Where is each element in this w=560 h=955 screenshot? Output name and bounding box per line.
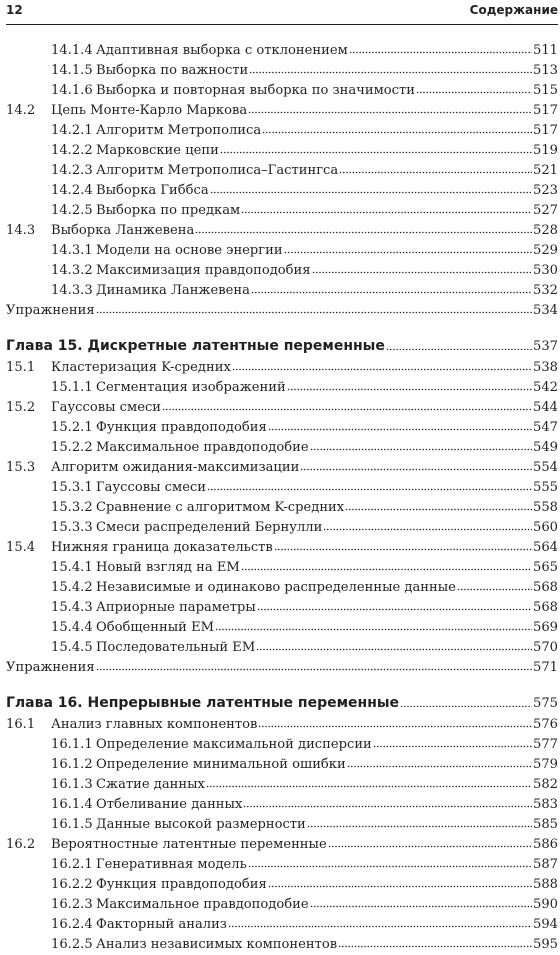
entry-page: 521 [533,163,558,178]
entry-number: 16.2.1 [51,857,93,872]
entry-page: 554 [533,460,558,475]
entry-number: 14.3 [6,223,36,238]
entry-page: 590 [533,897,558,912]
entry-number: 14.1.6 [51,83,93,98]
entry-title: Отбеливание данных [96,797,243,812]
toc-subsection[interactable] [6,735,558,755]
entry-title: Смеси распределений Бернулли [96,520,323,535]
entry-number: 16.1.1 [51,737,93,752]
dot-leader [284,243,532,254]
entry-number: 14.2.1 [51,123,93,138]
entry-page: 528 [533,223,558,238]
entry-number: 14.2.4 [51,183,93,198]
entry-title: Сравнение с алгоритмом K-средних [96,500,345,515]
entry-title: Кластеризация K-средних [51,360,231,375]
toc-subsection[interactable] [6,558,558,578]
dot-leader [349,43,532,54]
table-of-contents [6,41,558,955]
toc-subsection[interactable] [6,281,558,301]
entry-number: 15.4.2 [51,580,93,595]
entry-title: Априорные параметры [96,600,256,615]
toc-section[interactable] [6,101,558,121]
entry-number: 14.2.3 [51,163,93,178]
dot-leader [323,520,532,531]
toc-chapter[interactable] [6,691,558,715]
toc-subsection[interactable] [6,498,558,518]
entry-page: 527 [533,203,558,218]
entry-number: 16.2.3 [51,897,93,912]
entry-title: Выборка по важности [96,63,249,78]
entry-title: Выборка Гиббса [96,183,209,198]
entry-page: 575 [533,696,558,711]
entry-page: 547 [533,420,558,435]
entry-title: Цепь Монте-Карло Маркова [51,103,248,118]
entry-page: 565 [533,560,558,575]
dot-leader [268,420,532,431]
dot-leader [241,560,532,571]
toc-subsection[interactable] [6,181,558,201]
entry-number: 14.2 [6,103,36,118]
entry-title: Независимые и одинаково распределенные данные [96,580,456,595]
dot-leader [338,937,532,948]
entry-page: 586 [533,837,558,852]
entry-number: 14.1.4 [51,43,93,58]
entry-title: Генеративная модель [96,857,247,872]
entry-number: 15.3 [6,460,36,475]
toc-subsection[interactable] [6,935,558,955]
entry-page: 529 [533,243,558,258]
dot-leader [220,143,532,154]
entry-page: 594 [533,917,558,932]
toc-section[interactable] [6,221,558,241]
entry-number: 16.2.2 [51,877,93,892]
chapter-spacer [6,321,558,334]
dot-leader [457,580,532,591]
entry-title: Анализ главных компонентов [51,717,258,732]
toc-subsection[interactable] [6,81,558,101]
entry-number: 16.2 [6,837,36,852]
toc-subsection[interactable] [6,261,558,281]
entry-title: Последовательный EM [96,640,256,655]
entry-page: 555 [533,480,558,495]
entry-title: Обобщенный EM [96,620,215,635]
entry-title: Гауссовы смеси [51,400,162,415]
entry-number: 14.3.2 [51,263,93,278]
entry-page: 568 [533,580,558,595]
toc-subsection[interactable] [6,895,558,915]
entry-number: 15.4.3 [51,600,93,615]
entry-page: 513 [533,63,558,78]
dot-leader [287,380,532,391]
dot-leader [249,63,532,74]
entry-page: 571 [533,660,558,675]
entry-number: 15.3.3 [51,520,93,535]
entry-title: Факторный анализ [96,917,227,932]
entry-number: 15.1.1 [51,380,93,395]
dot-leader [241,203,532,214]
dot-leader [328,837,532,848]
dot-leader [232,360,532,371]
entry-title: Максимизация правдоподобия [96,263,311,278]
entry-page: 583 [533,797,558,812]
dot-leader [257,600,532,611]
entry-page: 588 [533,877,558,892]
toc-subsection[interactable] [6,618,558,638]
entry-page: 564 [533,540,558,555]
entry-number: 15.1 [6,360,36,375]
entry-page: 585 [533,817,558,832]
entry-number: 14.1.5 [51,63,93,78]
entry-title: Модели на основе энергии [96,243,283,258]
entry-page: 544 [533,400,558,415]
entry-number: 15.4 [6,540,36,555]
entry-title: Выборка Ланжевена [51,223,195,238]
dot-leader [251,283,532,294]
dot-leader [228,917,532,928]
toc-subsection[interactable] [6,141,558,161]
toc-section[interactable] [6,835,558,855]
toc-subsection[interactable] [6,875,558,895]
entry-title: Функция правдоподобия [96,420,267,435]
dot-leader [96,303,532,314]
dot-leader [256,640,532,651]
entry-number: 15.4.1 [51,560,93,575]
entry-number: 16.2.5 [51,937,93,952]
dot-leader [310,897,532,908]
entry-page: 579 [533,757,558,772]
entry-number: 16.1.5 [51,817,93,832]
entry-page: 519 [533,143,558,158]
dot-leader [307,817,532,828]
entry-title: Выборка и повторная выборка по значимости [96,83,415,98]
dot-leader [206,777,532,788]
entry-title: Упражнения [6,303,95,318]
dot-leader [248,857,532,868]
toc-chapter[interactable] [6,334,558,358]
entry-number: 15.2.1 [51,420,93,435]
entry-title: Упражнения [6,660,95,675]
dot-leader [300,460,532,471]
entry-number: 15.2 [6,400,36,415]
toc-subsection[interactable] [6,161,558,181]
dot-leader [195,223,532,234]
entry-number: 16.2.4 [51,917,93,932]
entry-number: 16.1 [6,717,36,732]
toc-subsection[interactable] [6,815,558,835]
entry-page: 587 [533,857,558,872]
toc-section[interactable] [6,398,558,418]
dot-leader [215,620,532,631]
toc-exercises[interactable] [6,658,558,678]
entry-number: 15.4.5 [51,640,93,655]
toc-subsection[interactable] [6,41,558,61]
entry-number: 15.2.2 [51,440,93,455]
toc-subsection[interactable] [6,775,558,795]
entry-title: Функция правдоподобия [96,877,267,892]
toc-subsection[interactable] [6,855,558,875]
entry-title: Данные высокой размерности [96,817,306,832]
running-header [6,0,558,25]
entry-title: Максимальное правдоподобие [96,897,309,912]
toc-subsection[interactable] [6,795,558,815]
entry-page: 542 [533,380,558,395]
entry-title: Глава 16. Непрерывные латентные переменные [6,695,400,711]
entry-page: 532 [533,283,558,298]
dot-leader [268,877,532,888]
entry-title: Нижняя граница доказательств [51,540,273,555]
toc-subsection[interactable] [6,201,558,221]
entry-page: 595 [533,937,558,952]
entry-page: 537 [533,339,558,354]
entry-page: 530 [533,263,558,278]
entry-title: Глава 15. Дискретные латентные переменные [6,338,385,354]
running-title: Содержание [469,3,558,17]
entry-number: 15.4.4 [51,620,93,635]
page-number: 12 [6,3,23,17]
toc-subsection[interactable] [6,915,558,935]
entry-number: 14.3.3 [51,283,93,298]
dot-leader [274,540,532,551]
entry-title: Алгоритм Метрополиса–Гастингса [96,163,339,178]
dot-leader [347,757,532,768]
dot-leader [162,400,532,411]
toc-subsection[interactable] [6,518,558,538]
entry-title: Определение минимальной ошибки [96,757,346,772]
dot-leader [262,123,532,134]
entry-page: 549 [533,440,558,455]
entry-page: 511 [533,43,558,58]
dot-leader [96,660,532,671]
dot-leader [339,163,532,174]
entry-page: 560 [533,520,558,535]
entry-page: 515 [533,83,558,98]
entry-title: Алгоритм Метрополиса [96,123,262,138]
toc-subsection[interactable] [6,578,558,598]
entry-page: 568 [533,600,558,615]
entry-page: 538 [533,360,558,375]
entry-page: 570 [533,640,558,655]
toc-subsection[interactable] [6,121,558,141]
entry-title: Определение максимальной дисперсии [96,737,372,752]
toc-subsection[interactable] [6,438,558,458]
entry-title: Сжатие данных [96,777,205,792]
entry-title: Новый взгляд на EM [96,560,240,575]
toc-subsection[interactable] [6,638,558,658]
chapter-spacer [6,678,558,691]
dot-leader [243,797,532,808]
entry-page: 558 [533,500,558,515]
toc-subsection[interactable] [6,378,558,398]
entry-title: Максимальное правдоподобие [96,440,309,455]
entry-number: 16.1.4 [51,797,93,812]
dot-leader [373,737,532,748]
entry-page: 517 [533,123,558,138]
dot-leader [345,500,532,511]
toc-subsection[interactable] [6,241,558,261]
toc-section[interactable] [6,458,558,478]
entry-number: 15.3.2 [51,500,93,515]
dot-leader [400,696,532,707]
entry-page: 517 [533,103,558,118]
entry-title: Динамика Ланжевена [96,283,250,298]
toc-subsection[interactable] [6,418,558,438]
toc-subsection[interactable] [6,478,558,498]
dot-leader [248,103,532,114]
entry-page: 569 [533,620,558,635]
entry-title: Гауссовы смеси [96,480,207,495]
entry-title: Вероятностные латентные переменные [51,837,327,852]
entry-page: 576 [533,717,558,732]
entry-number: 16.1.2 [51,757,93,772]
toc-section[interactable] [6,715,558,735]
dot-leader [258,717,532,728]
toc-subsection[interactable] [6,61,558,81]
dot-leader [416,83,532,94]
entry-page: 534 [533,303,558,318]
entry-number: 14.2.5 [51,203,93,218]
entry-page: 577 [533,737,558,752]
entry-page: 582 [533,777,558,792]
entry-title: Адаптивная выборка с отклонением [96,43,348,58]
toc-subsection[interactable] [6,755,558,775]
dot-leader [310,440,532,451]
toc-section[interactable] [6,358,558,378]
entry-number: 15.3.1 [51,480,93,495]
entry-title: Алгоритм ожидания-максимизации [51,460,300,475]
dot-leader [207,480,532,491]
entry-title: Выборка по предкам [96,203,241,218]
entry-number: 14.3.1 [51,243,93,258]
toc-exercises[interactable] [6,301,558,321]
entry-number: 14.2.2 [51,143,93,158]
entry-title: Анализ независимых компонентов [96,937,338,952]
entry-title: Сегментация изображений [96,380,286,395]
entry-title: Марковские цепи [96,143,219,158]
toc-section[interactable] [6,538,558,558]
dot-leader [210,183,532,194]
dot-leader [386,339,532,350]
dot-leader [312,263,532,274]
toc-subsection[interactable] [6,598,558,618]
entry-number: 16.1.3 [51,777,93,792]
entry-page: 523 [533,183,558,198]
